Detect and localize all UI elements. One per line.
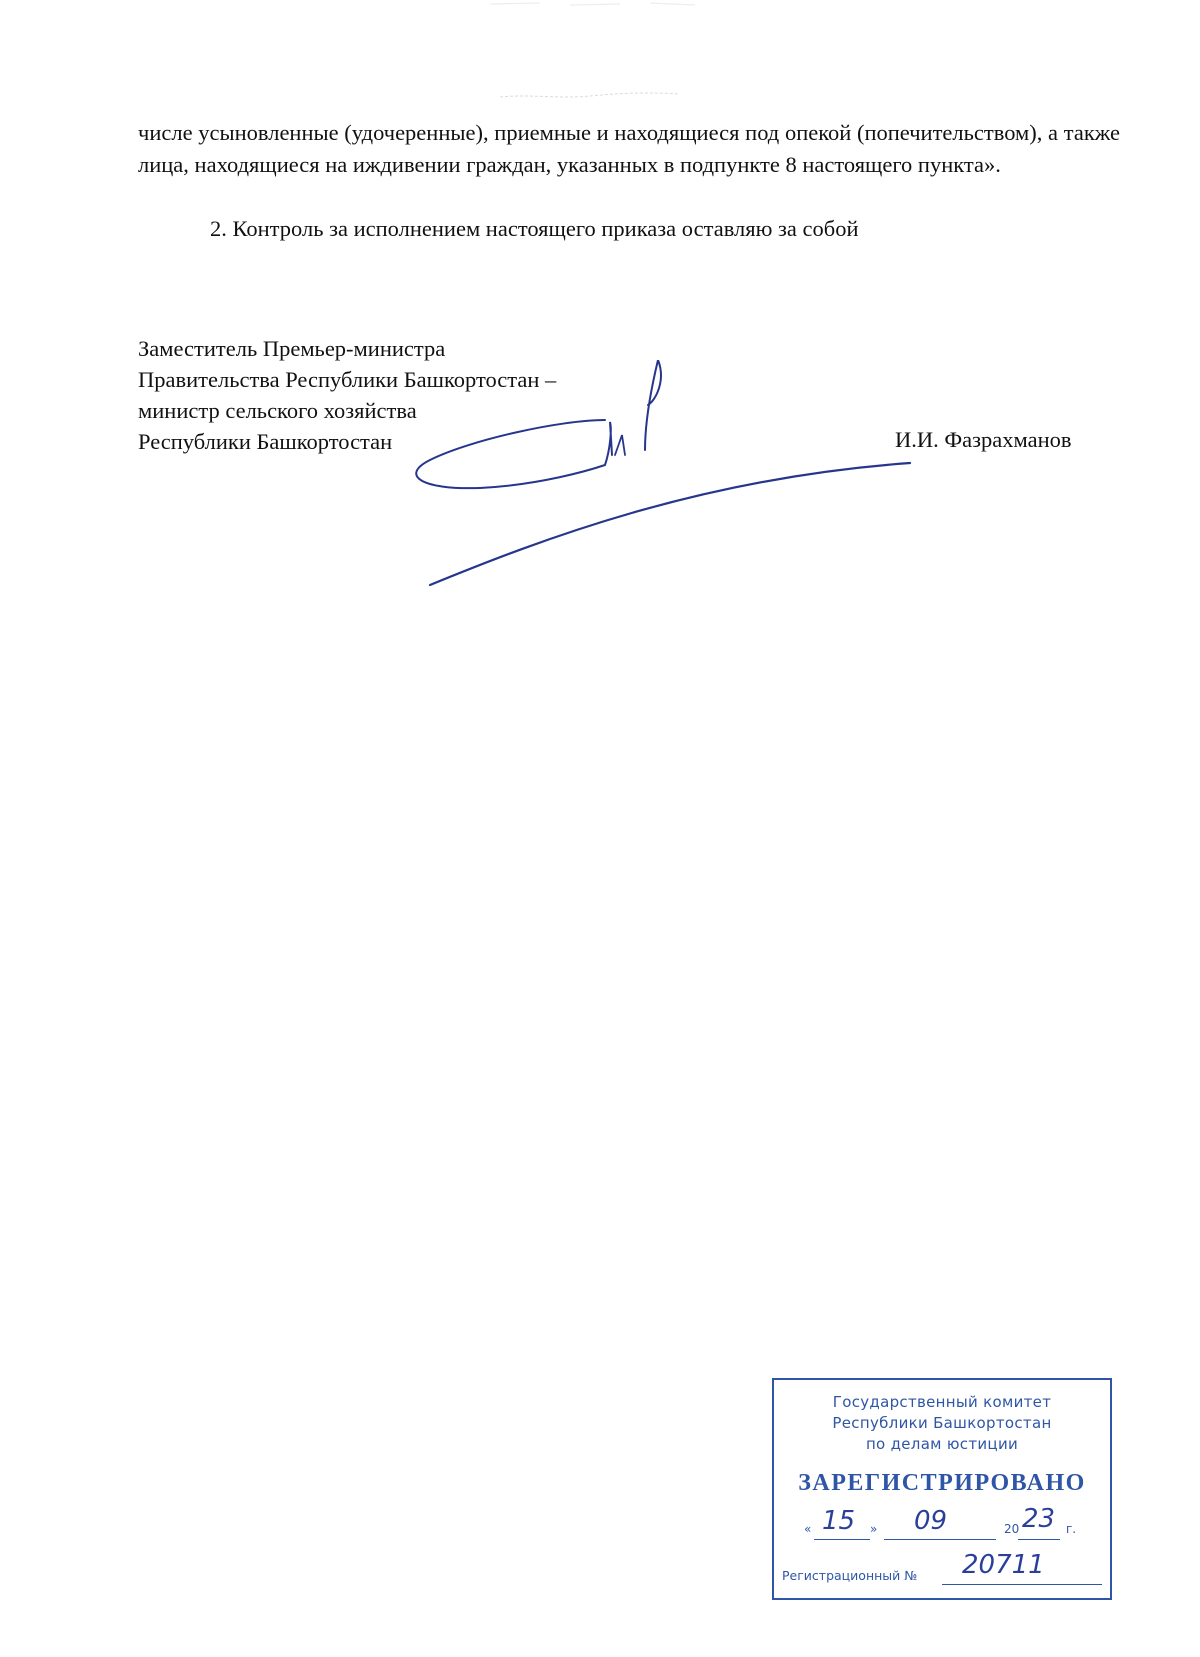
stamp-day: 15 bbox=[822, 1506, 856, 1536]
stamp-org-line: Государственный комитет bbox=[832, 1393, 1052, 1411]
stamp-organization bbox=[774, 1392, 1110, 1455]
position-line: Правительства Республики Башкортостан – bbox=[138, 367, 557, 392]
scan-artifact bbox=[480, 0, 710, 8]
scan-artifact bbox=[500, 88, 680, 102]
year-underline bbox=[1018, 1539, 1060, 1540]
handwritten-signature bbox=[400, 360, 920, 600]
position-line: Республики Башкортостан bbox=[138, 429, 393, 454]
reg-label: Регистрационный № bbox=[782, 1568, 918, 1583]
stamp-month: 09 bbox=[914, 1506, 948, 1536]
month-underline bbox=[884, 1539, 996, 1540]
reg-number: 20711 bbox=[962, 1550, 1045, 1580]
position-line: министр сельского хозяйства bbox=[138, 398, 417, 423]
stamp-title: ЗАРЕГИСТРИРОВАНО bbox=[798, 1470, 1086, 1496]
year-abbr: г. bbox=[1066, 1522, 1077, 1536]
stamp-year: 23 bbox=[1022, 1504, 1056, 1534]
paragraph-control-clause: 2. Контроль за исполнением настоящего приказа оставляю за собой bbox=[210, 216, 859, 241]
reg-underline bbox=[942, 1584, 1102, 1585]
open-quote: « bbox=[804, 1522, 812, 1536]
stamp-date bbox=[804, 1504, 1094, 1542]
signer-name: И.И. Фазрахманов bbox=[895, 427, 1072, 452]
day-underline bbox=[814, 1539, 870, 1540]
position-line: Заместитель Премьер-министра bbox=[138, 336, 446, 361]
stamp-org-line: по делам юстиции bbox=[865, 1435, 1019, 1453]
stamp-registration-number bbox=[782, 1550, 1104, 1588]
registration-stamp bbox=[772, 1378, 1112, 1600]
year-prefix: 20 bbox=[1004, 1522, 1020, 1536]
paragraph-continued: числе усыновленные (удочеренные), приемные и находящиеся под опекой (попечительством), а также лица, находящиеся на иждивении граждан, указанных в подпункте 8 настоящего пункта». bbox=[138, 120, 1120, 177]
stamp-org-line: Республики Башкортостан bbox=[832, 1414, 1052, 1432]
close-quote: » bbox=[870, 1522, 878, 1536]
